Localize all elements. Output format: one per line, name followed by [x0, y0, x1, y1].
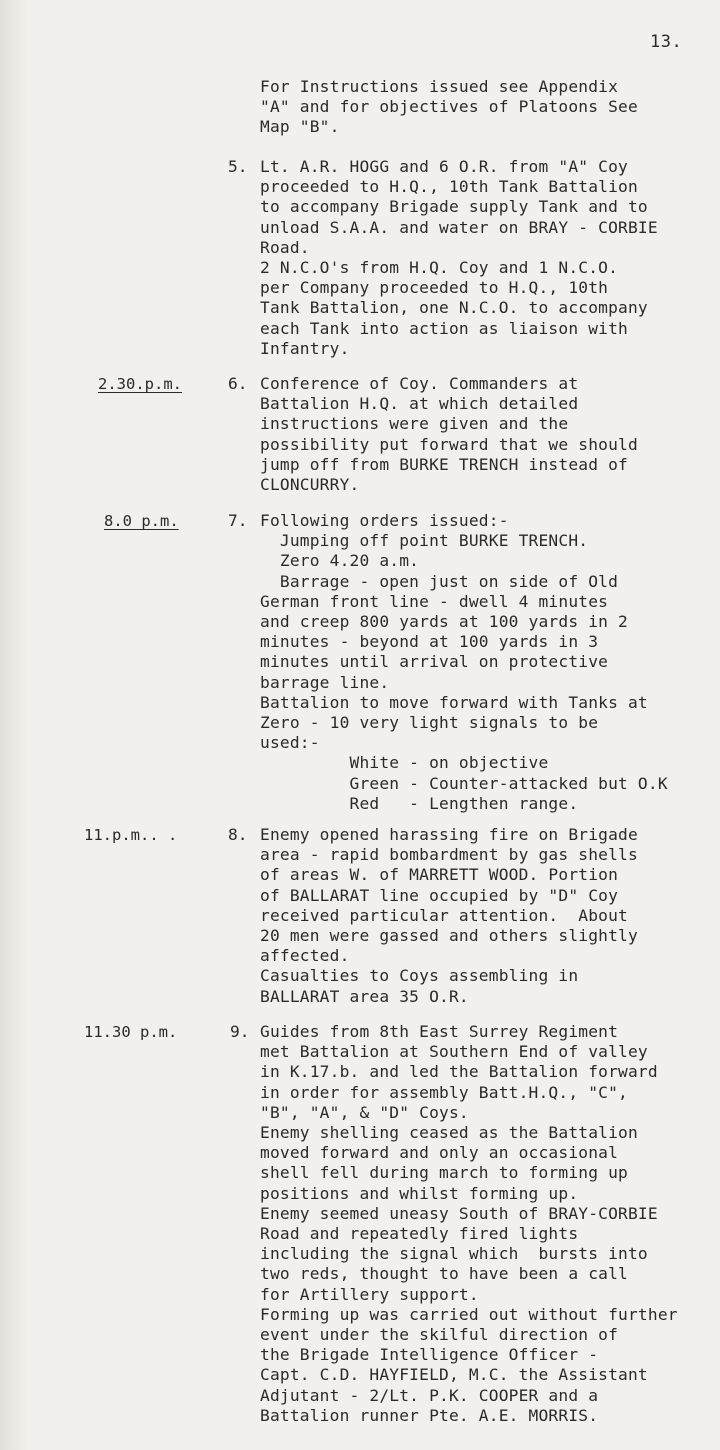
paragraph-8-number: 8. [228, 825, 248, 844]
paragraph-9-text: Guides from 8th East Surrey Regiment met Battalion at Southern End of valley in K.17.b. and led the Battalion forward in order for assembly Batt.H.Q., "C", "B", "A", & "D" Coys. Enemy shelling ceased as the Battalion moved forward and only an occasional shell fell during march to forming up positions and whilst forming up. Enemy seemed uneasy South of BRAY-CORBIE Road and repeatedly fired lights including the signal which bursts into two reds, thought to have been a call for Artillery support. Forming up was carried out without further event under the skilful direction of the Brigade Intelligence Officer - Capt. C.D. HAYFIELD, M.C. the Assistant Adjutant - 2/Lt. P.K. COOPER and a Battalion runner Pte. A.E. MORRIS. [260, 1022, 678, 1425]
paragraph-7-text: Following orders issued:- Jumping off point BURKE TRENCH. Zero 4.20 a.m. Barrage - open just on side of Old German front line - dwell 4 minutes and creep 800 yards at 100 yards in 2 minutes - beyond at 100 yards in 3 minutes until arrival on protective barrage line. Battalion to move forward with Tanks at Zero - 10 very light signals to be used:- White - on objective Green - Counter-attacked but O.K Red - Lengthen range. [260, 511, 668, 813]
time-entry-8pm: 8.0 p.m. [104, 512, 179, 530]
paragraph-7-number: 7. [228, 511, 248, 530]
paragraph-8-text: Enemy opened harassing fire on Brigade area - rapid bombardment by gas shells of areas W. of MARRETT WOOD. Portion of BALLARAT line occupied by "D" Coy received particular attention. About 20 men were gassed and others slightly affected. Casualties to Coys assembling in BALLARAT area 35 O.R. [260, 825, 638, 1006]
time-entry-11-30pm: 11.30 p.m. [84, 1023, 178, 1041]
paragraph-6-text: Conference of Coy. Commanders at Battalion H.Q. at which detailed instructions were given and the possibility put forward that we should jump off from BURKE TRENCH instead of CLONCURRY. [260, 374, 638, 495]
paragraph-6-number: 6. [228, 374, 248, 393]
paragraph-5-text: Lt. A.R. HOGG and 6 O.R. from "A" Coy proceeded to H.Q., 10th Tank Battalion to accompany Brigade supply Tank and to unload S.A.A. and water on BRAY - CORBIE Road. 2 N.C.O's from H.Q. Coy and 1 N.C.O. per Company proceeded to H.Q., 10th Tank Battalion, one N.C.O. to accompany each Tank into action as liaison with Infantry. [260, 157, 658, 358]
time-entry-11pm: 11.p.m.. . [84, 826, 178, 844]
time-entry-2-30pm: 2.30.p.m. [98, 375, 182, 393]
page-number: 13. [650, 32, 683, 52]
paragraph-9-number: 9. [230, 1022, 250, 1041]
paragraph-5-number: 5. [228, 157, 248, 176]
paragraph-4-text: For Instructions issued see Appendix "A" and for objectives of Platoons See Map "B". [260, 77, 638, 137]
page-edge-shadow [0, 0, 28, 1450]
